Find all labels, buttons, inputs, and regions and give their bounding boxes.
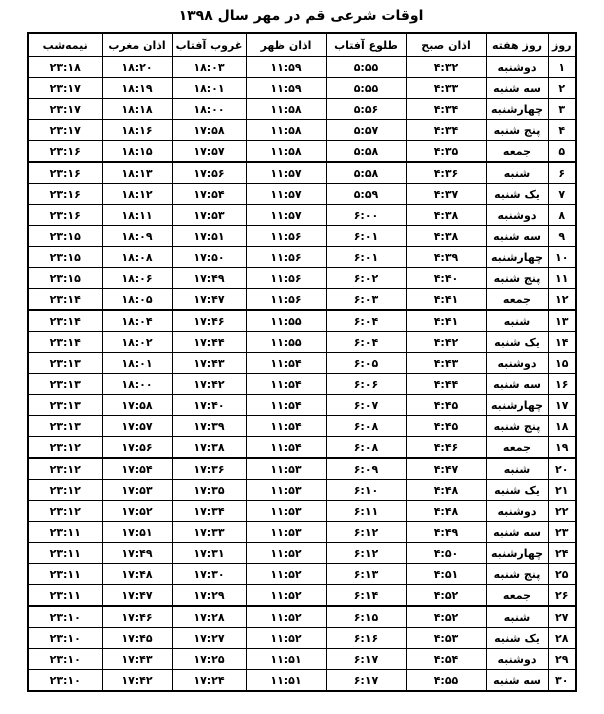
fajr-cell: ۴:۴۸ [406, 480, 486, 501]
maghrib-cell: ۱۷:۵۷ [102, 416, 172, 437]
maghrib-cell: ۱۷:۵۴ [102, 458, 172, 480]
sunset-cell: ۱۷:۵۷ [172, 141, 246, 163]
weekday-cell: دوشنبه [486, 649, 548, 670]
maghrib-cell: ۱۸:۰۸ [102, 247, 172, 268]
fajr-cell: ۴:۳۵ [406, 141, 486, 163]
weekday-cell: چهارشنبه [486, 543, 548, 564]
midnight-cell: ۲۳:۱۷ [28, 99, 102, 120]
sunrise-cell: ۵:۵۸ [326, 141, 406, 163]
sunset-cell: ۱۷:۵۳ [172, 205, 246, 226]
sunset-cell: ۱۷:۲۸ [172, 606, 246, 628]
col-header-dhuhr: اذان ظهر [246, 33, 326, 57]
sunrise-cell: ۶:۰۰ [326, 205, 406, 226]
sunrise-cell: ۵:۵۵ [326, 78, 406, 99]
table-row [28, 416, 576, 437]
table-row [28, 585, 576, 607]
sunset-cell: ۱۷:۳۸ [172, 437, 246, 459]
weekday-cell: پنج شنبه [486, 564, 548, 585]
dhuhr-cell: ۱۱:۵۳ [246, 458, 326, 480]
sunrise-cell: ۶:۱۰ [326, 480, 406, 501]
weekday-cell: دوشنبه [486, 353, 548, 374]
fajr-cell: ۴:۵۳ [406, 628, 486, 649]
weekday-cell: یک شنبه [486, 332, 548, 353]
day-cell: ۲۹ [548, 649, 576, 670]
table-row [28, 480, 576, 501]
sunrise-cell: ۶:۰۸ [326, 437, 406, 459]
day-cell: ۴ [548, 120, 576, 141]
dhuhr-cell: ۱۱:۵۶ [246, 289, 326, 311]
maghrib-cell: ۱۷:۴۶ [102, 606, 172, 628]
table-row [28, 247, 576, 268]
sunrise-cell: ۶:۰۷ [326, 395, 406, 416]
maghrib-cell: ۱۸:۲۰ [102, 57, 172, 78]
table-row [28, 99, 576, 120]
fajr-cell: ۴:۳۴ [406, 99, 486, 120]
sunset-cell: ۱۷:۳۰ [172, 564, 246, 585]
sunset-cell: ۱۷:۳۹ [172, 416, 246, 437]
dhuhr-cell: ۱۱:۵۲ [246, 606, 326, 628]
midnight-cell: ۲۳:۱۰ [28, 628, 102, 649]
midnight-cell: ۲۳:۱۶ [28, 205, 102, 226]
weekday-cell: دوشنبه [486, 57, 548, 78]
sunrise-cell: ۶:۰۲ [326, 268, 406, 289]
col-header-midnight: نیمه‌شب [28, 33, 102, 57]
sunrise-cell: ۵:۵۶ [326, 99, 406, 120]
weekday-cell: شنبه [486, 606, 548, 628]
midnight-cell: ۲۳:۱۱ [28, 564, 102, 585]
fajr-cell: ۴:۳۷ [406, 184, 486, 205]
midnight-cell: ۲۳:۱۷ [28, 78, 102, 99]
fajr-cell: ۴:۴۷ [406, 458, 486, 480]
dhuhr-cell: ۱۱:۵۴ [246, 395, 326, 416]
midnight-cell: ۲۳:۱۴ [28, 332, 102, 353]
midnight-cell: ۲۳:۱۲ [28, 501, 102, 522]
table-row [28, 120, 576, 141]
sunrise-cell: ۶:۱۲ [326, 543, 406, 564]
maghrib-cell: ۱۸:۰۴ [102, 310, 172, 332]
dhuhr-cell: ۱۱:۵۹ [246, 57, 326, 78]
sunrise-cell: ۶:۰۵ [326, 353, 406, 374]
table-row [28, 649, 576, 670]
sunrise-cell: ۶:۰۶ [326, 374, 406, 395]
table-row [28, 310, 576, 332]
weekday-cell: دوشنبه [486, 205, 548, 226]
maghrib-cell: ۱۷:۴۲ [102, 670, 172, 692]
maghrib-cell: ۱۸:۰۱ [102, 353, 172, 374]
dhuhr-cell: ۱۱:۵۶ [246, 226, 326, 247]
weekday-cell: چهارشنبه [486, 247, 548, 268]
sunrise-cell: ۶:۱۱ [326, 501, 406, 522]
midnight-cell: ۲۳:۱۱ [28, 522, 102, 543]
col-header-maghrib: اذان مغرب [102, 33, 172, 57]
midnight-cell: ۲۳:۱۷ [28, 120, 102, 141]
fajr-cell: ۴:۳۴ [406, 120, 486, 141]
weekday-cell: یک شنبه [486, 480, 548, 501]
maghrib-cell: ۱۸:۱۵ [102, 141, 172, 163]
day-cell: ۱۵ [548, 353, 576, 374]
dhuhr-cell: ۱۱:۵۸ [246, 120, 326, 141]
midnight-cell: ۲۳:۱۲ [28, 480, 102, 501]
day-cell: ۳۰ [548, 670, 576, 692]
sunset-cell: ۱۸:۰۰ [172, 99, 246, 120]
sunrise-cell: ۶:۰۳ [326, 289, 406, 311]
sunrise-cell: ۶:۱۴ [326, 585, 406, 607]
table-row [28, 628, 576, 649]
sunrise-cell: ۶:۱۵ [326, 606, 406, 628]
day-cell: ۱۲ [548, 289, 576, 311]
maghrib-cell: ۱۷:۵۸ [102, 395, 172, 416]
midnight-cell: ۲۳:۱۶ [28, 162, 102, 184]
day-cell: ۲۲ [548, 501, 576, 522]
prayer-times-document [27, 2, 575, 692]
prayer-times-table [27, 32, 577, 692]
dhuhr-cell: ۱۱:۵۱ [246, 670, 326, 692]
sunset-cell: ۱۷:۴۹ [172, 268, 246, 289]
day-cell: ۱۳ [548, 310, 576, 332]
table-row [28, 437, 576, 459]
table-row [28, 522, 576, 543]
sunrise-cell: ۶:۱۶ [326, 628, 406, 649]
table-row [28, 268, 576, 289]
midnight-cell: ۲۳:۱۳ [28, 395, 102, 416]
fajr-cell: ۴:۴۵ [406, 416, 486, 437]
col-header-day: روز [548, 33, 576, 57]
sunrise-cell: ۶:۰۹ [326, 458, 406, 480]
sunrise-cell: ۶:۰۱ [326, 226, 406, 247]
sunset-cell: ۱۷:۲۵ [172, 649, 246, 670]
dhuhr-cell: ۱۱:۵۶ [246, 268, 326, 289]
maghrib-cell: ۱۸:۱۲ [102, 184, 172, 205]
fajr-cell: ۴:۴۲ [406, 332, 486, 353]
maghrib-cell: ۱۸:۰۲ [102, 332, 172, 353]
sunrise-cell: ۵:۵۸ [326, 162, 406, 184]
weekday-cell: یک شنبه [486, 184, 548, 205]
dhuhr-cell: ۱۱:۵۲ [246, 543, 326, 564]
dhuhr-cell: ۱۱:۵۷ [246, 184, 326, 205]
maghrib-cell: ۱۷:۴۳ [102, 649, 172, 670]
day-cell: ۳ [548, 99, 576, 120]
fajr-cell: ۴:۵۲ [406, 606, 486, 628]
table-row [28, 162, 576, 184]
midnight-cell: ۲۳:۱۵ [28, 268, 102, 289]
maghrib-cell: ۱۸:۰۹ [102, 226, 172, 247]
weekday-cell: جمعه [486, 289, 548, 311]
dhuhr-cell: ۱۱:۵۸ [246, 99, 326, 120]
fajr-cell: ۴:۴۶ [406, 437, 486, 459]
table-row [28, 289, 576, 311]
dhuhr-cell: ۱۱:۵۵ [246, 310, 326, 332]
sunrise-cell: ۵:۵۹ [326, 184, 406, 205]
weekday-cell: دوشنبه [486, 501, 548, 522]
dhuhr-cell: ۱۱:۵۳ [246, 501, 326, 522]
table-row [28, 543, 576, 564]
fajr-cell: ۴:۳۸ [406, 226, 486, 247]
col-header-fajr: اذان صبح [406, 33, 486, 57]
maghrib-cell: ۱۸:۱۳ [102, 162, 172, 184]
fajr-cell: ۴:۳۲ [406, 57, 486, 78]
page-title: اوقات شرعی قم در مهر سال ۱۳۹۸ [178, 8, 424, 24]
dhuhr-cell: ۱۱:۵۴ [246, 437, 326, 459]
sunset-cell: ۱۷:۵۰ [172, 247, 246, 268]
fajr-cell: ۴:۳۹ [406, 247, 486, 268]
sunset-cell: ۱۷:۲۴ [172, 670, 246, 692]
weekday-cell: شنبه [486, 162, 548, 184]
day-cell: ۶ [548, 162, 576, 184]
fajr-cell: ۴:۵۰ [406, 543, 486, 564]
day-cell: ۲۳ [548, 522, 576, 543]
dhuhr-cell: ۱۱:۵۲ [246, 628, 326, 649]
maghrib-cell: ۱۷:۴۷ [102, 585, 172, 607]
midnight-cell: ۲۳:۱۶ [28, 184, 102, 205]
midnight-cell: ۲۳:۱۵ [28, 226, 102, 247]
weekday-cell: سه شنبه [486, 226, 548, 247]
midnight-cell: ۲۳:۱۱ [28, 585, 102, 607]
fajr-cell: ۴:۵۵ [406, 670, 486, 692]
table-row [28, 374, 576, 395]
midnight-cell: ۲۳:۱۴ [28, 310, 102, 332]
sunset-cell: ۱۷:۲۷ [172, 628, 246, 649]
table-row [28, 395, 576, 416]
dhuhr-cell: ۱۱:۵۷ [246, 205, 326, 226]
table-row [28, 184, 576, 205]
weekday-cell: جمعه [486, 141, 548, 163]
dhuhr-cell: ۱۱:۵۴ [246, 374, 326, 395]
maghrib-cell: ۱۷:۴۹ [102, 543, 172, 564]
sunrise-cell: ۶:۱۲ [326, 522, 406, 543]
sunset-cell: ۱۷:۵۱ [172, 226, 246, 247]
dhuhr-cell: ۱۱:۵۴ [246, 353, 326, 374]
midnight-cell: ۲۳:۱۲ [28, 437, 102, 459]
sunset-cell: ۱۷:۳۶ [172, 458, 246, 480]
sunset-cell: ۱۷:۳۵ [172, 480, 246, 501]
fajr-cell: ۴:۴۴ [406, 374, 486, 395]
table-row [28, 226, 576, 247]
sunrise-cell: ۶:۱۷ [326, 670, 406, 692]
weekday-cell: جمعه [486, 437, 548, 459]
fajr-cell: ۴:۳۶ [406, 162, 486, 184]
fajr-cell: ۴:۴۹ [406, 522, 486, 543]
col-header-sunset: غروب آفتاب [172, 33, 246, 57]
day-cell: ۸ [548, 205, 576, 226]
midnight-cell: ۲۳:۱۵ [28, 247, 102, 268]
weekday-cell: سه شنبه [486, 522, 548, 543]
midnight-cell: ۲۳:۱۰ [28, 649, 102, 670]
fajr-cell: ۴:۳۳ [406, 78, 486, 99]
sunrise-cell: ۶:۰۴ [326, 332, 406, 353]
maghrib-cell: ۱۸:۱۶ [102, 120, 172, 141]
fajr-cell: ۴:۴۵ [406, 395, 486, 416]
maghrib-cell: ۱۸:۰۰ [102, 374, 172, 395]
table-row [28, 141, 576, 163]
weekday-cell: شنبه [486, 458, 548, 480]
day-cell: ۲۸ [548, 628, 576, 649]
dhuhr-cell: ۱۱:۵۹ [246, 78, 326, 99]
maghrib-cell: ۱۸:۱۱ [102, 205, 172, 226]
sunset-cell: ۱۷:۴۴ [172, 332, 246, 353]
midnight-cell: ۲۳:۱۰ [28, 670, 102, 692]
sunset-cell: ۱۷:۵۴ [172, 184, 246, 205]
midnight-cell: ۲۳:۱۴ [28, 289, 102, 311]
sunset-cell: ۱۸:۰۳ [172, 57, 246, 78]
fajr-cell: ۴:۴۳ [406, 353, 486, 374]
fajr-cell: ۴:۴۰ [406, 268, 486, 289]
weekday-cell: سه شنبه [486, 78, 548, 99]
dhuhr-cell: ۱۱:۵۶ [246, 247, 326, 268]
weekday-cell: چهارشنبه [486, 99, 548, 120]
col-header-weekday: روز هفته [486, 33, 548, 57]
dhuhr-cell: ۱۱:۵۲ [246, 585, 326, 607]
weekday-cell: سه شنبه [486, 670, 548, 692]
table-row [28, 670, 576, 692]
sunrise-cell: ۶:۱۷ [326, 649, 406, 670]
dhuhr-cell: ۱۱:۵۸ [246, 141, 326, 163]
maghrib-cell: ۱۸:۰۶ [102, 268, 172, 289]
table-row [28, 606, 576, 628]
fajr-cell: ۴:۳۸ [406, 205, 486, 226]
maghrib-cell: ۱۷:۵۱ [102, 522, 172, 543]
table-row [28, 353, 576, 374]
fajr-cell: ۴:۵۴ [406, 649, 486, 670]
midnight-cell: ۲۳:۱۳ [28, 416, 102, 437]
fajr-cell: ۴:۴۸ [406, 501, 486, 522]
fajr-cell: ۴:۴۱ [406, 310, 486, 332]
sunset-cell: ۱۷:۴۷ [172, 289, 246, 311]
sunset-cell: ۱۷:۴۶ [172, 310, 246, 332]
day-cell: ۲۵ [548, 564, 576, 585]
maghrib-cell: ۱۸:۱۹ [102, 78, 172, 99]
sunrise-cell: ۶:۰۸ [326, 416, 406, 437]
weekday-cell: یک شنبه [486, 628, 548, 649]
table-row [28, 458, 576, 480]
weekday-cell: شنبه [486, 310, 548, 332]
sunset-cell: ۱۷:۳۳ [172, 522, 246, 543]
sunrise-cell: ۶:۰۱ [326, 247, 406, 268]
dhuhr-cell: ۱۱:۵۴ [246, 416, 326, 437]
day-cell: ۱۷ [548, 395, 576, 416]
fajr-cell: ۴:۴۱ [406, 289, 486, 311]
day-cell: ۲۴ [548, 543, 576, 564]
day-cell: ۱۶ [548, 374, 576, 395]
table-row [28, 205, 576, 226]
midnight-cell: ۲۳:۱۸ [28, 57, 102, 78]
midnight-cell: ۲۳:۱۰ [28, 606, 102, 628]
table-row [28, 78, 576, 99]
day-cell: ۱۹ [548, 437, 576, 459]
midnight-cell: ۲۳:۱۳ [28, 374, 102, 395]
table-row [28, 57, 576, 78]
sunset-cell: ۱۷:۵۸ [172, 120, 246, 141]
maghrib-cell: ۱۸:۱۸ [102, 99, 172, 120]
dhuhr-cell: ۱۱:۵۱ [246, 649, 326, 670]
fajr-cell: ۴:۵۱ [406, 564, 486, 585]
sunrise-cell: ۵:۵۷ [326, 120, 406, 141]
day-cell: ۱۸ [548, 416, 576, 437]
sunrise-cell: ۶:۰۴ [326, 310, 406, 332]
sunset-cell: ۱۷:۳۱ [172, 543, 246, 564]
dhuhr-cell: ۱۱:۵۷ [246, 162, 326, 184]
midnight-cell: ۲۳:۱۲ [28, 458, 102, 480]
sunset-cell: ۱۷:۳۴ [172, 501, 246, 522]
header-row [28, 33, 576, 57]
maghrib-cell: ۱۷:۴۵ [102, 628, 172, 649]
day-cell: ۲ [548, 78, 576, 99]
sunset-cell: ۱۷:۴۳ [172, 353, 246, 374]
maghrib-cell: ۱۷:۵۳ [102, 480, 172, 501]
fajr-cell: ۴:۵۲ [406, 585, 486, 607]
day-cell: ۹ [548, 226, 576, 247]
maghrib-cell: ۱۸:۰۵ [102, 289, 172, 311]
table-row [28, 564, 576, 585]
weekday-cell: پنج شنبه [486, 120, 548, 141]
maghrib-cell: ۱۷:۴۸ [102, 564, 172, 585]
sunrise-cell: ۵:۵۵ [326, 57, 406, 78]
sunset-cell: ۱۷:۲۹ [172, 585, 246, 607]
sunset-cell: ۱۸:۰۱ [172, 78, 246, 99]
table-row [28, 501, 576, 522]
day-cell: ۲۱ [548, 480, 576, 501]
weekday-cell: جمعه [486, 585, 548, 607]
col-header-sunrise: طلوع آفتاب [326, 33, 406, 57]
weekday-cell: پنج شنبه [486, 416, 548, 437]
table-row [28, 332, 576, 353]
sunset-cell: ۱۷:۴۲ [172, 374, 246, 395]
day-cell: ۵ [548, 141, 576, 163]
day-cell: ۲۷ [548, 606, 576, 628]
day-cell: ۱۰ [548, 247, 576, 268]
dhuhr-cell: ۱۱:۵۵ [246, 332, 326, 353]
maghrib-cell: ۱۷:۵۶ [102, 437, 172, 459]
midnight-cell: ۲۳:۱۳ [28, 353, 102, 374]
weekday-cell: پنج شنبه [486, 268, 548, 289]
weekday-cell: چهارشنبه [486, 395, 548, 416]
day-cell: ۲۰ [548, 458, 576, 480]
sunrise-cell: ۶:۱۳ [326, 564, 406, 585]
day-cell: ۲۶ [548, 585, 576, 607]
dhuhr-cell: ۱۱:۵۳ [246, 522, 326, 543]
dhuhr-cell: ۱۱:۵۲ [246, 564, 326, 585]
day-cell: ۱۱ [548, 268, 576, 289]
day-cell: ۱۴ [548, 332, 576, 353]
day-cell: ۷ [548, 184, 576, 205]
midnight-cell: ۲۳:۱۶ [28, 141, 102, 163]
sunset-cell: ۱۷:۴۰ [172, 395, 246, 416]
midnight-cell: ۲۳:۱۱ [28, 543, 102, 564]
sunset-cell: ۱۷:۵۶ [172, 162, 246, 184]
maghrib-cell: ۱۷:۵۲ [102, 501, 172, 522]
dhuhr-cell: ۱۱:۵۳ [246, 480, 326, 501]
weekday-cell: سه شنبه [486, 374, 548, 395]
day-cell: ۱ [548, 57, 576, 78]
